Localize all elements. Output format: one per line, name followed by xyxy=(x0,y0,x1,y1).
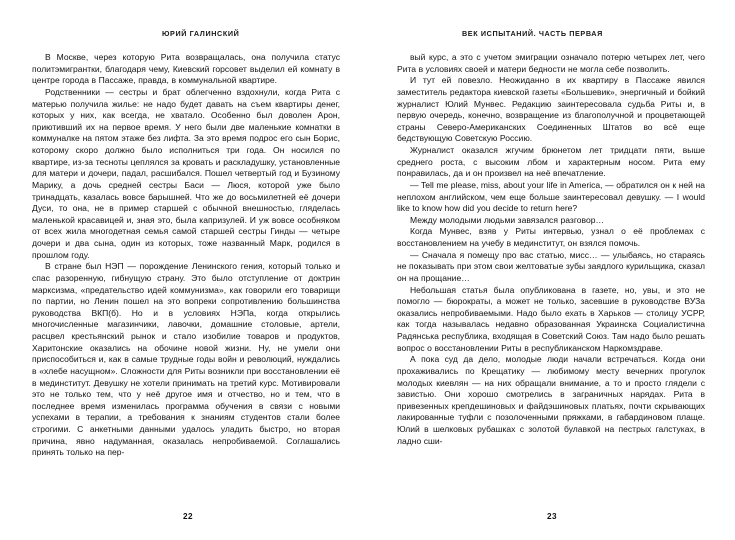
paragraph: А пока суд да дело, молодые люди начали встречаться. Когда они прохаживались по Крещатику — любимому месту вечерних прогулок молодых киевлян — на них обращали внимание, а то и просто глядели с завистью. Они хорошо смотрелись в заграничных нарядах. Рита в привезенных крепдешиновых и файдэшиновых платьях, почти скрывающих лакированные туфли с позолоченными пряжками, в габардиновом плаще. Юлий в шелковых рубашках с золотой булавкой на пестрых галстуках, в ладно сши- xyxy=(397,354,705,446)
paragraph: Родственники — сестры и брат облегченно вздохнули, когда Рита с матерью получила жилье: не надо будет давать на съем квартиры денег, которых у них, как всегда, не хватало. Особенно был доволен Арон, приютивший их на первое время. У него были две маленькие комнатки в коммуналке на пятом этаже без лифта. За это время подрос его сын Борис, которому скоро должно было исполниться три года. Он носился по квартире, из-за тесноты цеплялся за кровать и раскладушку, установленные для матери и дочери, падал, расшибался. Пошел четвертый год и Бузиному Марику, а дочь средней сестры Баси — Люся, которой уже было тринадцать, казалась вовсе барышней. Что же до восьмилетней её дочери Дуси, то она, не в пример старшей с обычной внешностью, гляделась маленькой красавицей и, зная это, была капризулей. И уж вовсе особняком от всех жила многодетная семья самой старшей сестры Гинды — четыре дочери и два сына, один из которых, тоже названный Марк, родился в прошлом году. xyxy=(32,86,340,260)
running-heads xyxy=(0,29,735,43)
left-page-text-column xyxy=(32,52,340,459)
paragraph: Журналист оказался жгучим брюнетом лет тридцати пяти, выше среднего роста, с высоким лбом и характерным носом. Рита ему понравилась, да и он произвел на неё впечатление. xyxy=(397,145,705,179)
right-page-text-column xyxy=(397,52,705,447)
paragraph: И тут ей повезло. Неожиданно в их квартиру в Пассаже явился заместитель редактора киевской газеты «Большевик», энергичный и бойкий журналист Юлий Мунвес. Редакцию заинтересовала судьба Риты и, в первую очередь, конечно, возвращение из благополучной и процветающей страны Северо-Американских Соединенных Штатов во всё еще бедствующую Советскую Россию. xyxy=(397,75,705,144)
paragraph: вый курс, а это с учетом эмиграции означало потерю четырех лет, чего Рита в условиях своей и матери бедности не могла себе позволить. xyxy=(397,52,705,74)
page-number-right: 23 xyxy=(547,512,557,521)
paragraph: Когда Мунвес, взяв у Риты интервью, узнал о её проблемах с восстановлением на учебу в мединститут, он взялся помочь. xyxy=(397,226,705,248)
page-number-left: 22 xyxy=(183,512,193,521)
paragraph: — Tell me please, miss, about your life in America, — обратился он к ней на неплохом английском, чем еще больше заинтересовал девушку. — I would like to know how did you decide to return here? xyxy=(397,179,705,214)
running-head-title: ВЕК ИСПЫТАНИЙ. ЧАСТЬ ПЕРВАЯ xyxy=(462,29,603,38)
paragraph: В стране был НЭП — порождение Ленинского гения, который только и спас разоренную, гибнущую страну. Это было отступление от доктрин марксизма, «предательство идей коммунизма», как говорили его товарищи по партии, но Ленин пошел на это вопреки сопротивлению большинства руководства ВКП(б). Но и в условиях НЭПа, когда открылись многочисленные магазинчики, лавочки, домашние столовые, артели, расцвел крестьянский рынок и стало изобилие товаров и продуктов, Харитонские оказались на обочине новой жизни. Ну, не умели они приспособиться и, как в самые трудные годы войн и революций, нуждались в «хлебе насущном». Сложности для Риты возникли при восстановлении её в мединститут. Девушку не хотели принимать на третий курс. Мотивировали это не только тем, что у неё другое имя и отчество, но и тем, что в последнее время изменилась программа обучения в связи с новыми успехами в терапии, а требования к знаниям студентов стали более строгими. С анкетными данными удалось уладить быстро, но вторая причина, явно надуманная, оказалась непробиваемой. Соглашались принять только на пер- xyxy=(32,261,340,458)
paragraph: Между молодыми людьми завязался разговор… xyxy=(410,214,605,225)
running-head-author: ЮРИЙ ГАЛИНСКИЙ xyxy=(162,29,240,38)
paragraph: — Сначала я помещу про вас статью, мисс… — улыбаясь, но стараясь не показывать при этом свои желтоватые зубы заядлого курильщика, сказал он на прощание… xyxy=(397,249,705,283)
paragraph: В Москве, через которую Рита возвращалась, она получила статус политэмигрантки, благодаря чему, Киевский горсовет выделил ей комнату в центре города в Пассаже, правда, в коммунальной квартире. xyxy=(32,52,340,86)
paragraph: Небольшая статья была опубликована в газете, но, увы, и это не помогло — бюрократы, а может не только, засевшие в руководстве ВУЗа оказались непробиваемыми. Надо было ехать в Харьков — столицу УСРР, как тогда называлась недавно образованная Украинска Социалистична Радянська республика, входящая в Советский Союз. Там надо было решать вопрос о восстановлении Риты в республиканском Наркомздраве. xyxy=(397,284,705,353)
